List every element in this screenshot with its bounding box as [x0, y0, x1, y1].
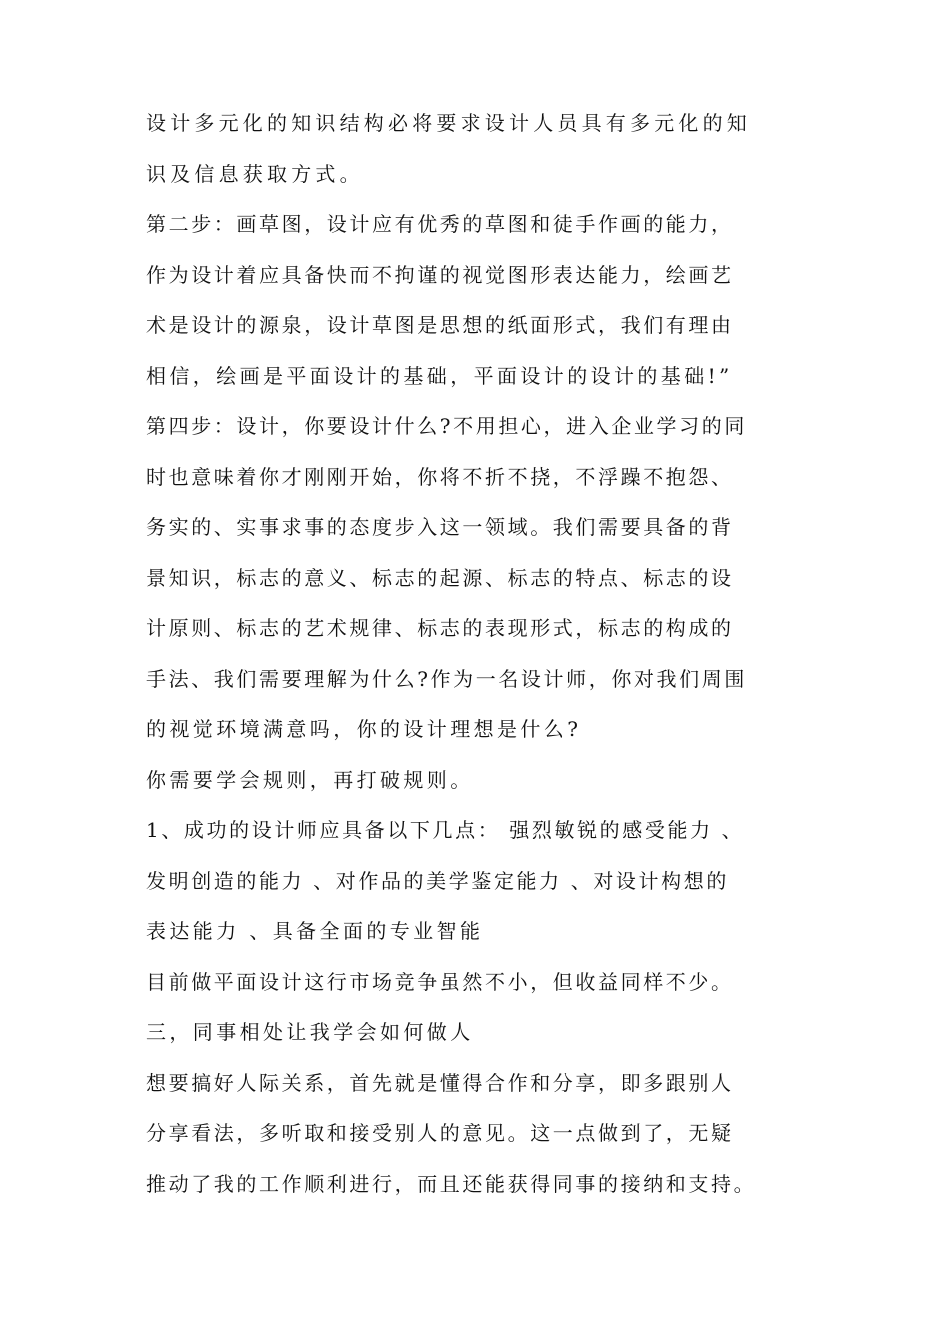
text-line: 景知识，标志的意义、标志的起源、标志的特点、标志的设: [146, 565, 734, 590]
text-line: 目前做平面设计这行市场竞争虽然不小，但收益同样不少。: [146, 969, 734, 994]
text-line: 1、成功的设计师应具备以下几点： 强烈敏锐的感受能力 、: [146, 818, 745, 842]
text-line: 发明创造的能力 、对作品的美学鉴定能力 、对设计构想的: [146, 868, 729, 893]
text-line: 设计多元化的知识结构必将要求设计人员具有多元化的知: [146, 111, 751, 135]
text-line: 推动了我的工作顺利进行，而且还能获得同事的接纳和支持。: [146, 1171, 757, 1196]
text-line: 时也意味着你才刚刚开始，你将不折不挠，不浮躁不抱怨、: [146, 464, 734, 489]
text-line: 表达能力 、具备全面的专业智能: [146, 919, 484, 943]
text-line: 术是设计的源泉，设计草图是思想的纸面形式，我们有理由: [146, 313, 734, 337]
text-line: 你需要学会规则，再打破规则。: [146, 767, 474, 792]
text-line: 相信，绘画是平面设计的基础，平面设计的设计的基础!”: [146, 363, 733, 388]
text-line: 三，同事相处让我学会如何做人: [146, 1020, 474, 1044]
body-text: [146, 98, 826, 1209]
text-line: 第四步：设计，你要设计什么?不用担心，进入企业学习的同: [146, 414, 747, 438]
text-line: 务实的、实事求事的态度步入这一领域。我们需要具备的背: [146, 515, 734, 539]
text-line: 手法、我们需要理解为什么?作为一名设计师，你对我们周围: [146, 666, 747, 691]
text-line: 识及信息获取方式。: [146, 161, 364, 186]
text-line: 的视觉环境满意吗，你的设计理想是什么?: [146, 717, 582, 741]
text-line: 想要搞好人际关系，首先就是懂得合作和分享，即多跟别人: [146, 1070, 734, 1095]
text-line: 第二步：画草图，设计应有优秀的草图和徒手作画的能力，: [146, 212, 734, 236]
text-line: 分享看法，多听取和接受别人的意见。这一点做到了，无疑: [146, 1121, 734, 1145]
text-line: 计原则、标志的艺术规律、标志的表现形式，标志的构成的: [146, 616, 734, 640]
text-line: 作为设计着应具备快而不拘谨的视觉图形表达能力，绘画艺: [146, 262, 734, 287]
